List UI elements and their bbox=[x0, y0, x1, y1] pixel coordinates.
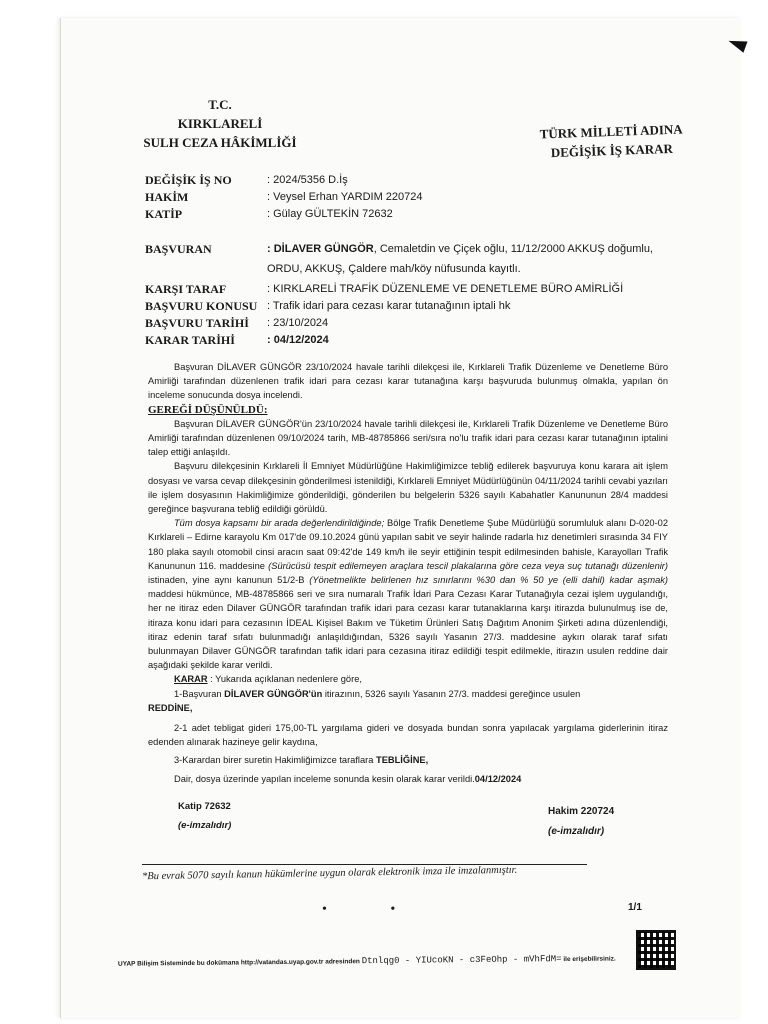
italic-text: (Sürücüsü tespit edilemeyen araçlara tescil plakalarına göre ceza veya suç tutanağı düzenlenir) bbox=[268, 560, 668, 571]
uyap-prefix: UYAP Bilişim Sisteminde bu dokümana http://vatandas.uyap.gov.tr adresinden bbox=[117, 958, 360, 968]
verification-code: Dtnlqg0 - YIUcoKN - c3FeOhp - mVhFdM= bbox=[361, 954, 562, 967]
clerk-esign: (e-imzalıdır) bbox=[178, 820, 232, 831]
field-value: : Gülay GÜLTEKİN 72632 bbox=[267, 208, 393, 220]
nation-label: TÜRK MİLLETİ ADINA bbox=[539, 121, 683, 142]
applicant-details: , Cemaletdin ve Çiçek oğlu, 11/12/2000 AKKUŞ doğumlu, bbox=[373, 243, 653, 255]
field-value bbox=[267, 241, 705, 258]
decision-item-3 bbox=[148, 753, 668, 767]
applicant-name: DİLAVER GÜNGÖR'ün bbox=[224, 688, 323, 699]
field-value: : Trafik idari para cezası karar tutanağının iptali hk bbox=[267, 300, 511, 312]
field-label: KATİP bbox=[145, 207, 183, 221]
text: istinaden, yine aynı kanunun 51/2-B bbox=[148, 575, 310, 586]
field-row-clerk bbox=[145, 206, 705, 223]
italic-text: (Yönetmelikte belirlenen hız sınırlarını %30 dan % 50 ye (elli dahil) kadar aşmak) bbox=[309, 575, 668, 586]
notification-label: TEBLİĞİNE, bbox=[376, 755, 429, 766]
field-value: : 23/10/2024 bbox=[267, 317, 329, 329]
field-label: BAŞVURU KONUSU bbox=[145, 299, 258, 313]
case-fields bbox=[145, 172, 705, 349]
tc-label: T.C. bbox=[208, 97, 232, 112]
judge-esign: (e-imzalıdır) bbox=[548, 826, 605, 837]
uyap-suffix: ile erişebilirsiniz. bbox=[563, 955, 616, 964]
field-value: : KIRKLARELİ TRAFİK DÜZENLEME VE DENETLEME BÜRO AMİRLİĞİ bbox=[267, 283, 624, 295]
judge-label: Hakim 220724 bbox=[548, 806, 615, 817]
field-label: BAŞVURAN bbox=[145, 242, 212, 256]
italic-text: Tüm dosya kapsamı bir arada değerlendirildiğinde; bbox=[174, 518, 385, 529]
reddine-label: REDDİNE, bbox=[148, 702, 193, 713]
field-value: : 04/12/2024 bbox=[267, 334, 329, 346]
decision-type: DEĞİŞİK İŞ KARAR bbox=[550, 140, 674, 161]
karar-line bbox=[148, 672, 668, 686]
city-label: KIRKLARELİ bbox=[177, 116, 263, 131]
karar-label: KARAR bbox=[174, 674, 208, 685]
text: 1-Başvuran bbox=[174, 688, 225, 699]
field-row-applicant-line2 bbox=[145, 258, 705, 281]
paragraph: Başvuran DİLAVER GÜNGÖR'ün 23/10/2024 havale tarihli dilekçesi ile, Kırklareli Trafik Düzenleme ve Denetleme Büro Amirliği tarafından düzenlenen 09/10/2024 tarih, MB-48785866 seri/sıra no'lu trafik idari para cezası karar tutanağının iptalini talep ettiği anlaşıldı. bbox=[148, 418, 668, 458]
footer-divider bbox=[142, 864, 587, 865]
final-line bbox=[148, 772, 668, 786]
text: maddesi hükmünce, MB-48785866 seri ve sıra numaralı Trafik İdari Para Cezası Karar Tutanağıyla cezai işlem uygulandığı, her ne itiraz eden Dilaver GÜNGÖR tarafından trafik idari para cezası karar tutanaklarına karşı itirazda bulunulmuş ise de, itiraza konu idari para cezasının İDEAL Kişisel Bakım ve Tüketim Ürünleri Satış Dağıtım Anonim Şirketi adına düzenlendiği, itiraz edenin taraf sıfatı bulunmadığı anlaşıldığından, 5326 sayılı Yasanın 27/3. maddesine aykırı olarak taraf sıfatı bulunmayan Dilaver GÜNGÖR tarafından tafik idari para cezasına itiraz edildiği tespit edilmekle, itirazın usulen reddine dair aşağıdaki şekilde karar verildi. bbox=[148, 589, 668, 671]
field-row-subject bbox=[145, 298, 705, 315]
intro-paragraph: Başvuran DİLAVER GÜNGÖR 23/10/2024 havale tarihli dilekçesi ile, Kırklareli Trafik Düzenleme ve Denetleme Büro Amirliği tarafından düzenlenen trafik idari para cezası karar tutanağına karşı başvuruda bulunmuş olmakla, yapılan ön inceleme sonucunda dosya incelendi. bbox=[148, 362, 668, 401]
field-row-opposing-party bbox=[145, 281, 705, 298]
field-label: KARŞI TARAF bbox=[145, 282, 227, 296]
text: itirazının, 5326 sayılı Yasanın 27/3. maddesi gereğince usulen bbox=[322, 688, 581, 699]
applicant-address: ORDU, AKKUŞ, Çaldere mah/köy nüfusunda kayıtlı. bbox=[267, 263, 521, 275]
clerk-signature bbox=[178, 797, 231, 835]
field-row-application-date bbox=[145, 315, 705, 332]
reasoning-heading: GEREĞİ DÜŞÜNÜLDÜ: bbox=[148, 403, 268, 416]
paragraph: Başvuru dilekçesinin Kırklareli İl Emniyet Müdürlüğüne Hakimliğimizce tebliğ edilerek başvuruya konu karara ait işlem dosyası ve varsa cevap dilekçesinin gönderilmesi istenildiği, Kırklareli Emniyet Müdürlüğünün 04/11/2024 tarihli cevabi yazıları ile işlem dosyasının Hakimliğimize gönderildiği, gönderilen bu belgelerin 5326 sayılı Kabahatler Kanununun 28/4 maddesi gereğince başvurana tebliğ edildiği görüldü. bbox=[148, 461, 668, 515]
field-row-case-no bbox=[145, 172, 705, 189]
field-value: : 2024/5356 D.İş bbox=[267, 174, 348, 186]
page-number: 1/1 bbox=[628, 902, 642, 913]
applicant-name: : DİLAVER GÜNGÖR bbox=[267, 243, 374, 255]
court-header bbox=[140, 95, 300, 152]
field-label: HAKİM bbox=[145, 190, 189, 204]
dot-marks: • • bbox=[322, 902, 426, 917]
field-label: BAŞVURU TARİHİ bbox=[145, 316, 249, 330]
court-name: SULH CEZA HÂKİMLİĞİ bbox=[143, 135, 297, 150]
field-value: : Veysel Erhan YARDIM 220724 bbox=[267, 191, 423, 203]
text: Bölge Trafik Denetleme Şube Müdürlüğü sorumluluk alanı D-020-02 Kırklareli – Edirne karayolu Km 017'de 09.10.2024 günü yapılan sabit ve seyir halinde radarla hız denetimleri sırasında 34 FIY 180 plaka sayılı otomobil cinsi aracın saat 09:42'de 149 km/h ile seyir ettiğinin tespit edilmesinden bahisle, Karayolları Trafik Kanununun 116. maddesine bbox=[148, 518, 668, 571]
field-row-applicant bbox=[145, 241, 705, 258]
text: Dair, dosya üzerinde yapılan inceleme sonunda kesin olarak karar verildi. bbox=[174, 773, 475, 784]
field-label: KARAR TARİHİ bbox=[145, 333, 235, 347]
text: 3-Karardan birer suretin Hakimliğimizce taraflara bbox=[174, 755, 377, 766]
field-row-decision-date bbox=[145, 332, 705, 349]
esign-note: *Bu evrak 5070 sayılı kanun hükümlerine uygun olarak elektronik imza ile imzalanmıştır. bbox=[141, 864, 518, 883]
decision-title bbox=[539, 120, 683, 163]
decision-body bbox=[148, 360, 668, 786]
decision-item-2: 2-1 adet tebligat gideri 175,00-TL yargılama gideri ve dosyada bundan sonra yapılacak yargılama giderlerinin itiraz edenden alınarak hazineye gelir kaydına, bbox=[148, 723, 668, 748]
field-row-judge bbox=[145, 189, 705, 206]
qr-code-icon bbox=[636, 930, 676, 970]
text: : Yukarıda açıklanan nedenlere göre, bbox=[207, 674, 362, 685]
judge-signature bbox=[548, 802, 614, 842]
decision-item-1 bbox=[148, 687, 668, 701]
decision-date: 04/12/2024 bbox=[474, 773, 522, 784]
field-label: DEĞİŞİK İŞ NO bbox=[145, 173, 232, 187]
paragraph bbox=[148, 516, 668, 672]
clerk-label: Katip 72632 bbox=[178, 801, 231, 812]
